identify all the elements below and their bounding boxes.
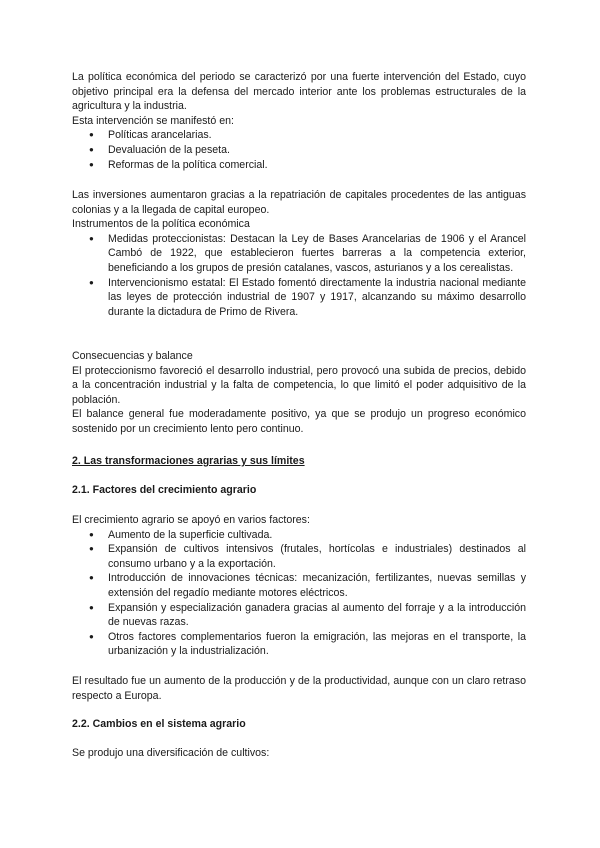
result-section — [72, 674, 526, 703]
result-paragraph: El resultado fue un aumento de la producción y de la productividad, aunque con un claro retraso respecto a Europa. — [72, 675, 526, 702]
list-item: ● Expansión de cultivos intensivos (frutales, hortícolas e industriales) destinados al consumo urbano y a la exportación. — [72, 542, 526, 571]
balance-paragraph: El balance general fue moderadamente positivo, ya que se produjo un progreso económico sostenido por un crecimiento lento pero continuo. — [72, 408, 526, 435]
list-item: ● Expansión y especialización ganadera gracias al aumento del forraje y a la introducción de nuevas razas. — [72, 601, 526, 630]
investments-section — [72, 188, 526, 319]
list-item: ● Introducción de innovaciones técnicas: mecanización, fertilizantes, nuevas semillas y extensión del regadío mediante motores eléctricos. — [72, 571, 526, 600]
growth-factors-list — [72, 528, 526, 659]
consequences-paragraph: El proteccionismo favoreció el desarrollo industrial, pero provocó una subida de precios, debido a la concentración industrial y la falta de competencia, lo que limitó el poder adquisitivo de la población. — [72, 364, 526, 406]
list-item: ● Devaluación de la peseta. — [72, 143, 526, 158]
subsection-2-2-title-block — [72, 717, 526, 732]
subsection-title: 2.2. Cambios en el sistema agrario — [72, 718, 246, 730]
list-item: ● Políticas arancelarias. — [72, 128, 526, 143]
list-item: ● Reformas de la política comercial. — [72, 158, 526, 173]
consequences-heading: Consecuencias y balance — [72, 350, 193, 362]
instruments-heading: Instrumentos de la política económica — [72, 218, 250, 231]
consequences-section — [72, 349, 526, 437]
subsection-2-1-title-block — [72, 483, 526, 498]
crop-diversification-section — [72, 746, 526, 761]
intro-paragraph: La política económica del periodo se caracterizó por una fuerte intervención del Estado, cuyo objetivo principal era la defensa del mercado interior ante los problemas estructurales de la agricultura y la industria. — [72, 71, 526, 113]
diversification-lead: Se produjo una diversificación de cultivos: — [72, 747, 270, 759]
growth-lead: El crecimiento agrario se apoyó en varios factores: — [72, 514, 310, 526]
subsection-title: 2.1. Factores del crecimiento agrario — [72, 484, 257, 496]
list-item: ● Medidas proteccionistas: Destacan la Ley de Bases Arancelarias de 1906 y el Arancel Cambó de 1922, que establecieron fuertes barreras a la competencia exterior, beneficiando a los grupos de presión catalanes, vascos, asturianos y a los cerealistas. — [72, 232, 526, 276]
list-item: ● Aumento de la superficie cultivada. — [72, 528, 526, 543]
list-item: ● Intervencionismo estatal: El Estado fomentó directamente la industria nacional mediante las leyes de protección industrial de 1907 y 1917, alcanzando su máximo desarrollo durante la dictadura de Primo de Rivera. — [72, 276, 526, 320]
intro-lead: Esta intervención se manifestó en: — [72, 114, 234, 127]
list-item: ● Otros factores complementarios fueron la emigración, las mejoras en el transporte, la urbanización y la industrialización. — [72, 630, 526, 659]
section-2-title-block — [72, 454, 526, 469]
instruments-list — [72, 232, 526, 320]
intro-section — [72, 70, 526, 172]
investments-paragraph: Las inversiones aumentaron gracias a la repatriación de capitales procedentes de las antiguas colonias y a la llegada de capital europeo. — [72, 189, 526, 216]
section-title: 2. Las transformaciones agrarias y sus límites — [72, 455, 305, 467]
intervention-list — [72, 128, 526, 172]
growth-factors-section — [72, 513, 526, 659]
